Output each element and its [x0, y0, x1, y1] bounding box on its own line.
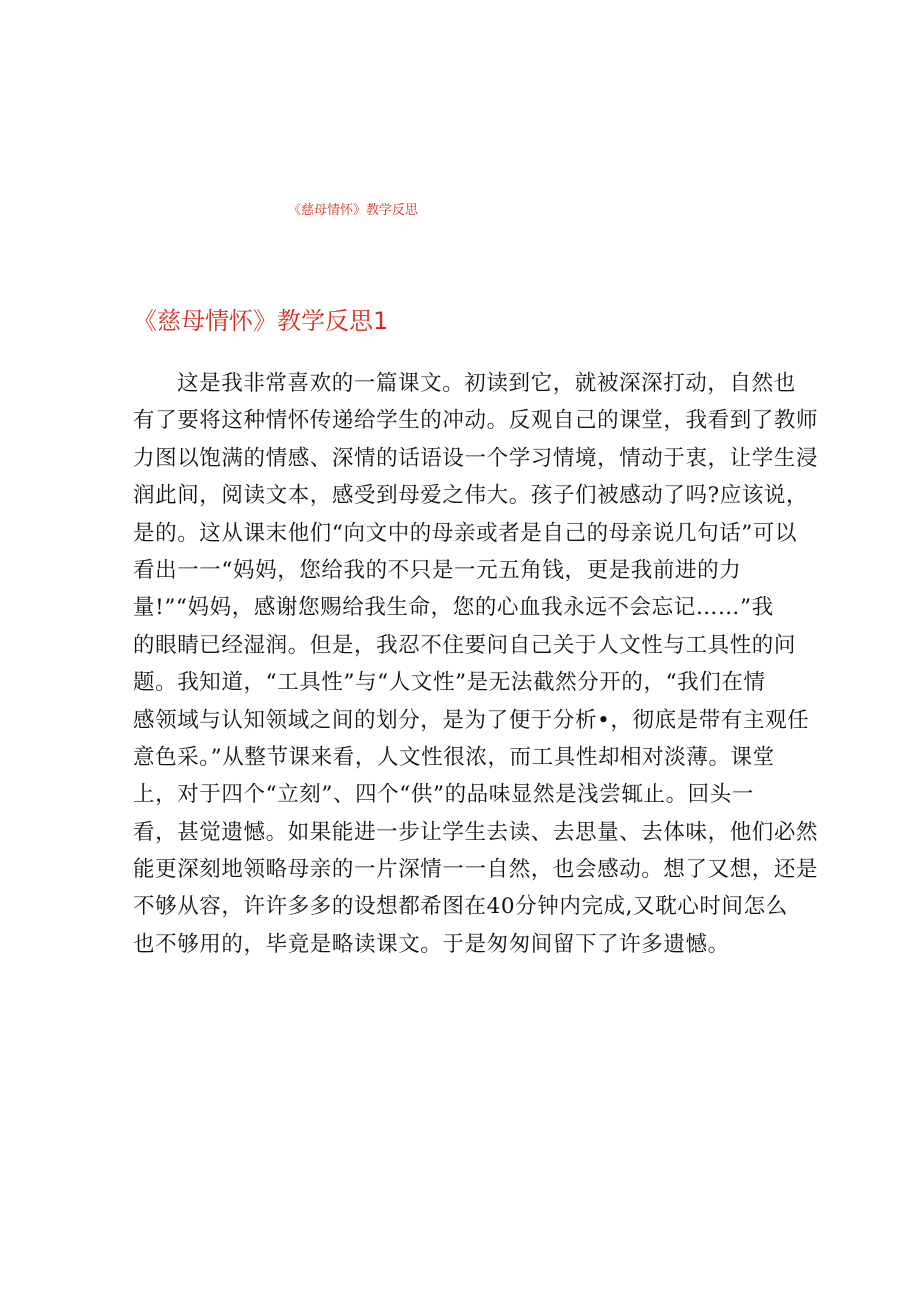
- paragraph-line: 上，对于四个“立刻”、四个“供”的品味显然是浅尝辄止。回头一: [133, 782, 754, 808]
- paragraph-line: 看出一一“妈妈，您给我的不只是一元五角钱，更是我前进的力: [133, 557, 742, 583]
- paragraph-line: 感领域与认知领域之间的划分，是为了便于分析•，彻底是带有主观任: [133, 707, 810, 733]
- paragraph-line: 有了要将这种情怀传递给学生的冲动。反观自己的课堂，我看到了教师: [133, 408, 819, 434]
- paragraph-line: 也不够用的，毕竟是略读课文。于是匆匆间留下了许多遗憾。: [133, 931, 730, 957]
- page-header-title: 《慈母情怀》教学反思: [288, 203, 419, 218]
- paragraph-line: 意色采。”从整节课来看，人文性很浓，而工具性却相对淡薄。课堂: [133, 744, 775, 770]
- paragraph-line: 看，甚觉遗憾。如果能进一步让学生去读、去思量、去体味，他们必然: [133, 819, 819, 845]
- paragraph-line: 不够从容，许许多多的设想都希图在40分钟内完成,又耽心时间怎么: [133, 894, 788, 920]
- paragraph-line: 题。我知道，“工具性”与“人文性”是无法截然分开的，“我们在情: [133, 670, 766, 696]
- section-heading: 《慈母情怀》教学反思1: [133, 307, 389, 335]
- body-paragraph: [133, 365, 819, 963]
- paragraph-line: 的眼睛已经湿润。但是，我忍不住要问自己关于人文性与工具性的问: [133, 632, 797, 658]
- paragraph-line: 润此间，阅读文本，感受到母爱之伟大。孩子们被感动了吗?应该说，: [133, 483, 809, 509]
- paragraph-line: 力图以饱满的情感、深情的话语设一个学习情境，情动于衷，让学生浸: [133, 445, 819, 471]
- paragraph-line: 是的。这从课末他们“向文中的母亲或者是自己的母亲说几句话”可以: [133, 520, 798, 546]
- paragraph-line: 这是我非常喜欢的一篇课文。初读到它，就被深深打动，自然也: [177, 371, 796, 396]
- paragraph-line: 能更深刻地领略母亲的一片深情一一自然，也会感动。想了又想，还是: [133, 857, 819, 883]
- paragraph-line: 量!”“妈妈，感谢您赐给我生命，您的心血我永远不会忘记……”我: [133, 595, 774, 621]
